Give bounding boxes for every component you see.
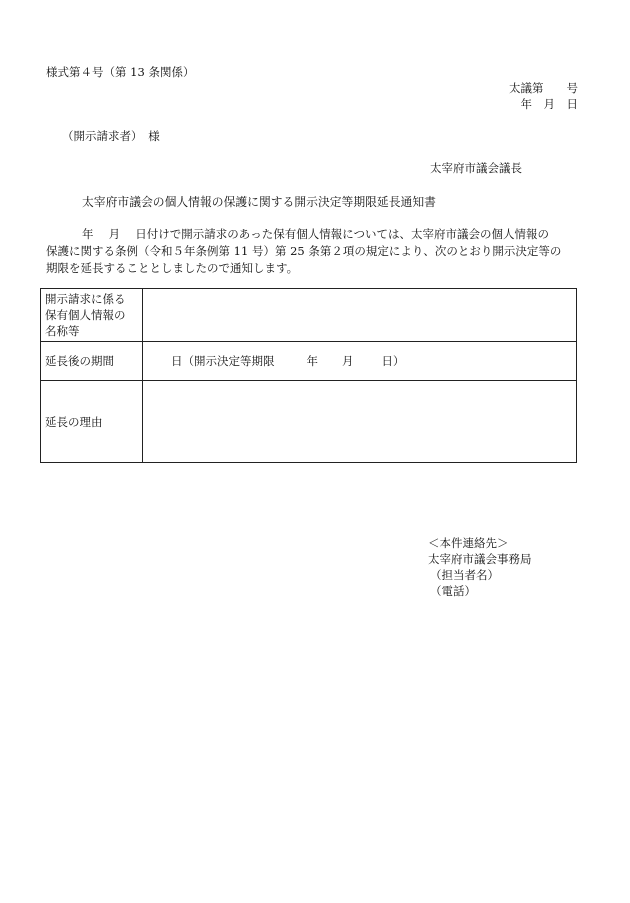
contact-office: 太宰府市議会事務局 <box>428 552 532 566</box>
body-paragraph <box>46 226 580 277</box>
document-date: 年 月 日 <box>520 97 578 111</box>
document-title: 太宰府市議会の個人情報の保護に関する開示決定等期限延長通知書 <box>82 195 436 209</box>
extension-period-label: 延長後の期間 <box>41 342 143 381</box>
record-name-label-line-1: 開示請求に係る <box>45 292 126 306</box>
deadline-month-text: 月 <box>342 354 354 368</box>
deadline-day-text: 日） <box>381 354 405 368</box>
record-name-value[interactable] <box>143 289 577 342</box>
contact-block <box>428 535 532 599</box>
table-row-record-name <box>41 289 577 342</box>
record-name-label-line-2: 保有個人情報の <box>45 308 126 322</box>
contact-person: （担当者名） <box>430 568 499 582</box>
document-number: 太議第 号 <box>509 81 578 95</box>
contact-heading: ＜本件連絡先＞ <box>428 536 509 550</box>
record-name-label <box>41 289 143 342</box>
deadline-year-text: 年 <box>306 354 318 368</box>
contact-phone: （電話） <box>430 584 476 598</box>
form-label: 様式第４号（第 13 条関係） <box>46 65 195 79</box>
sender-name: 太宰府市議会議長 <box>430 161 522 175</box>
body-line-1: 年 月 日付けで開示請求のあった保有個人情報については、太宰府市議会の個人情報の <box>82 227 549 241</box>
extension-days-text: 日（開示決定等期限 <box>171 354 275 368</box>
recipient-line: （開示請求者） 様 <box>62 129 160 143</box>
extension-reason-label: 延長の理由 <box>41 381 143 463</box>
body-line-3: 期限を延長することとしましたので通知します。 <box>46 261 299 275</box>
table-row-extension-reason <box>41 381 577 463</box>
notice-table <box>40 288 577 463</box>
extension-reason-value[interactable] <box>143 381 577 463</box>
extension-period-value[interactable] <box>143 342 577 381</box>
record-name-label-line-3: 名称等 <box>45 324 80 338</box>
body-line-2: 保護に関する条例（令和５年条例第 11 号）第 25 条第２項の規定により、次のとおり開示決定等の <box>46 244 562 258</box>
table-row-extension-period <box>41 342 577 381</box>
